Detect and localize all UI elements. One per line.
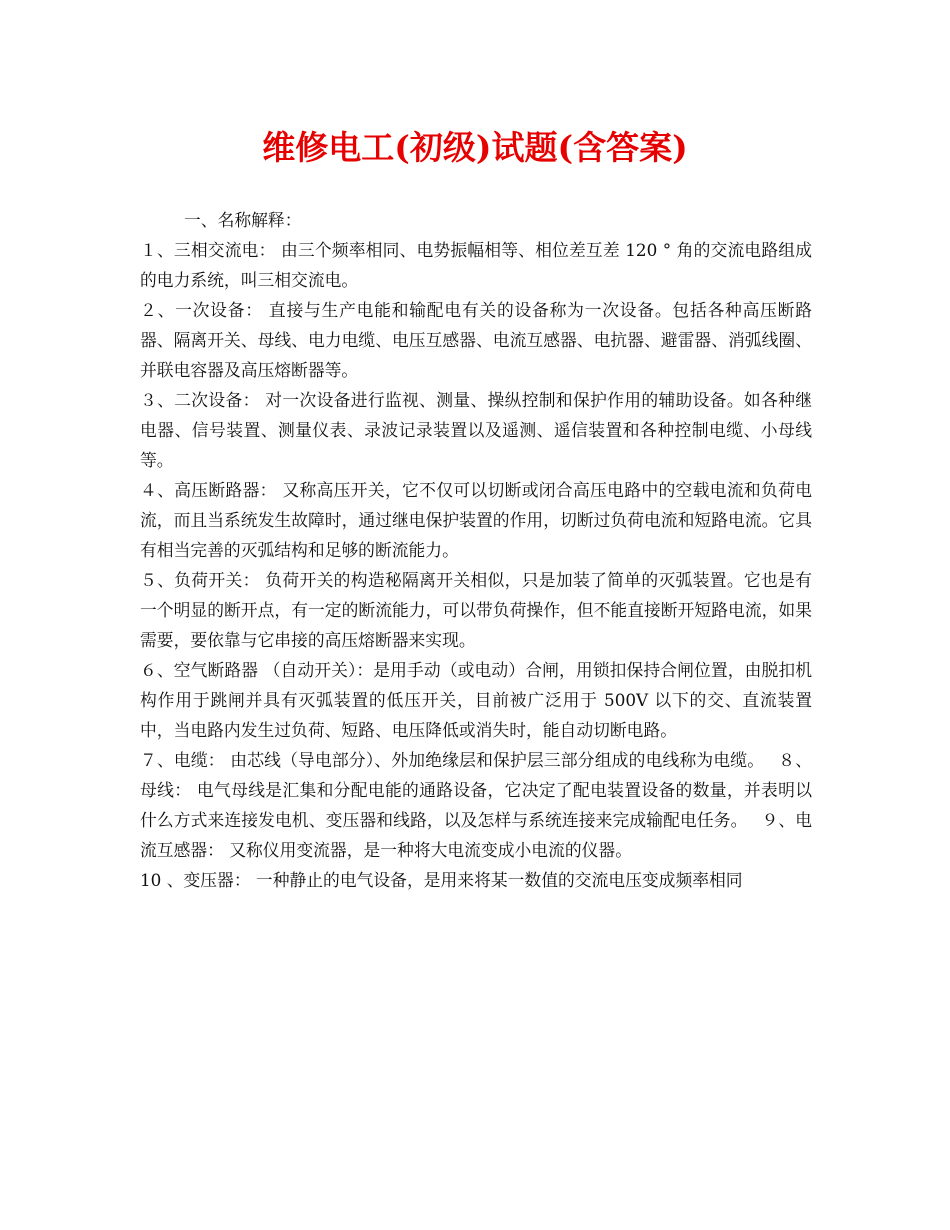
definition-three-phase-ac: １、三相交流电： 由三个频率相同、电势振幅相等、相位差互差 120 ° 角的交流电路组成的电力系统，叫三相交流电。 <box>140 240 812 290</box>
definition-secondary-equipment: ３、二次设备： 对一次设备进行监视、测量、操纵控制和保护作用的辅助设备。如各种继电器、信号装置、测量仪表、录波记录装置以及遥测、遥信装置和各种控制电缆、小母线等。 <box>140 390 812 470</box>
definition-transformer: 10 、变压器： 一种静止的电气设备，是用来将某一数值的交流电压变成频率相同 <box>140 870 743 890</box>
definition-hv-circuit-breaker: ４、高压断路器： 又称高压开关，它不仅可以切断或闭合高压电路中的空载电流和负荷电流，而且当系统发生故障时，通过继电保护装置的作用，切断过负荷电流和短路电流。它具有相当完善的灭弧结构和足够的断流能力。 <box>140 480 812 560</box>
document-body <box>140 205 812 895</box>
definition-load-switch: ５、负荷开关： 负荷开关的构造秘隔离开关相似，只是加装了简单的灭弧装置。它也是有一个明显的断开点，有一定的断流能力，可以带负荷操作，但不能直接断开短路电流，如果需要，要依靠与它串接的高压熔断器来实现。 <box>140 570 812 650</box>
definition-cable-busbar-ct: ７、电缆： 由芯线（导电部分）、外加绝缘层和保护层三部分组成的电线称为电缆。 ８、母线： 电气母线是汇集和分配电能的通路设备，它决定了配电装置设备的数量，并表明以什么方式来连接发电机、变压器和线路，以及怎样与系统连接来完成输配电任务。 ９、电流互感器： 又称仪用变流器，是一种将大电流变成小电流的仪器。 <box>140 750 812 860</box>
section-heading: 一、名称解释： <box>184 210 302 230</box>
document-title: 维修电工(初级)试题(含答案) <box>262 128 688 167</box>
definition-air-circuit-breaker: ６、空气断路器 （自动开关）：是用手动（或电动）合闸，用锁扣保持合闸位置，由脱扣机构作用于跳闸并具有灭弧装置的低压开关，目前被广泛用于 500V 以下的交、直流装置中，当电路内发生过负荷、短路、电压降低或消失时，能自动切断电路。 <box>140 660 812 740</box>
definition-primary-equipment: ２、一次设备： 直接与生产电能和输配电有关的设备称为一次设备。包括各种高压断路器、隔离开关、母线、电力电缆、电压互感器、电流互感器、电抗器、避雷器、消弧线圈、并联电容器及高压熔断器等。 <box>140 300 812 380</box>
